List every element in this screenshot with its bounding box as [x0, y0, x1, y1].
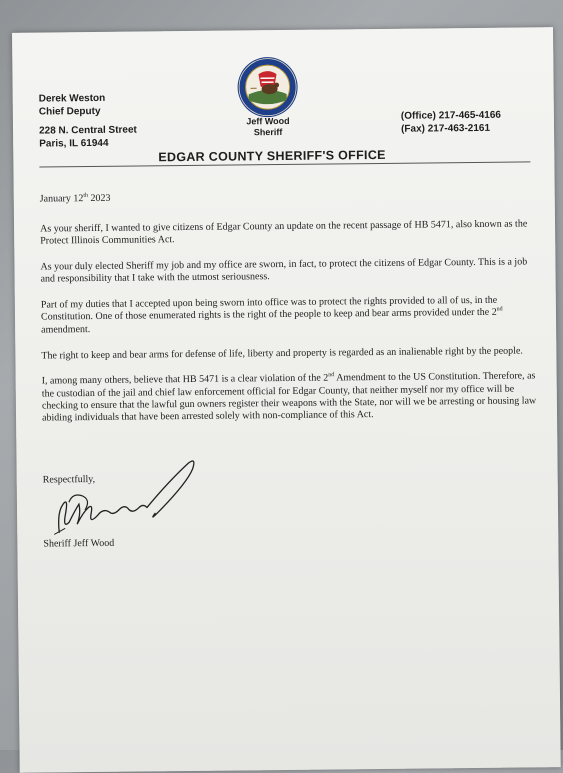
office-phone: (Office) 217-465-4166	[400, 109, 502, 122]
signature-name: Sheriff Jeff Wood	[43, 537, 115, 550]
office-address	[39, 124, 137, 151]
paragraph-3-text-b: amendment.	[41, 323, 91, 336]
paragraph-5-text-a: I, among many others, believe that HB 5471 is a clear violation of the 2	[41, 372, 329, 387]
sheriff-title: Sheriff	[253, 127, 283, 138]
date-suffix: th	[83, 192, 89, 199]
sheriff-block	[235, 116, 301, 139]
address-line1: 228 N. Central Street	[38, 124, 137, 137]
chief-deputy-block	[39, 92, 106, 119]
closing-line: Respectfully,	[42, 473, 96, 486]
paragraph-4: The right to keep and bear arms for defense of life, liberty and property is regarded as an inalienable right by the people.	[41, 345, 523, 362]
state-seal-icon	[236, 56, 299, 119]
paragraph-3-sup: nd	[496, 306, 503, 313]
chief-deputy-title: Chief Deputy	[38, 105, 101, 118]
paragraph-5-text-b: Amendment to the US Constitution. Therefore, as the custodian of the jail and chief law enforcement official for Edgar County, that neither myself nor my office will be checking to ensure that the lawful gun owners register their weapons with the State, nor will we be arresting or housing law abiding individuals that have been arrested solely with non-compliance of this Act.	[41, 370, 537, 424]
signature-image	[38, 451, 199, 548]
paragraph-5	[42, 371, 538, 425]
contact-block	[401, 109, 501, 136]
paragraph-2: As your duly elected Sheriff my job and my office are sworn, in fact, to protect the citizens of Edgar County. This is a job and responsibility that I take with the utmost seriousness.	[40, 256, 528, 285]
sheriff-name: Jeff Wood	[246, 115, 290, 127]
page-title: EDGAR COUNTY SHERIFF'S OFFICE	[158, 147, 386, 165]
paragraph-3	[41, 295, 537, 337]
paragraph-3-text-a: Part of my duties that I accepted upon being sworn into office was to protect the rights provided to all of us, in the Constitution. One of those enumerated rights is the right of the people to keep and bear arms provided under the 2	[40, 294, 498, 324]
paragraph-5-sup: nd	[328, 372, 335, 379]
chief-deputy-name: Derek Weston	[38, 92, 106, 105]
address-line2: Paris, IL 61944	[39, 137, 109, 150]
fax-phone: (Fax) 217-463-2161	[400, 122, 491, 135]
letter-paper	[12, 27, 561, 773]
letter-date	[40, 193, 111, 205]
letter-body	[40, 218, 538, 438]
date-year: 2023	[87, 192, 111, 205]
paragraph-1: As your sheriff, I wanted to give citizens of Edgar County an update on the recent passage of HB 5471, also known as the Protect Illinois Communities Act.	[40, 218, 528, 247]
date-month-day: January 12	[39, 193, 84, 205]
